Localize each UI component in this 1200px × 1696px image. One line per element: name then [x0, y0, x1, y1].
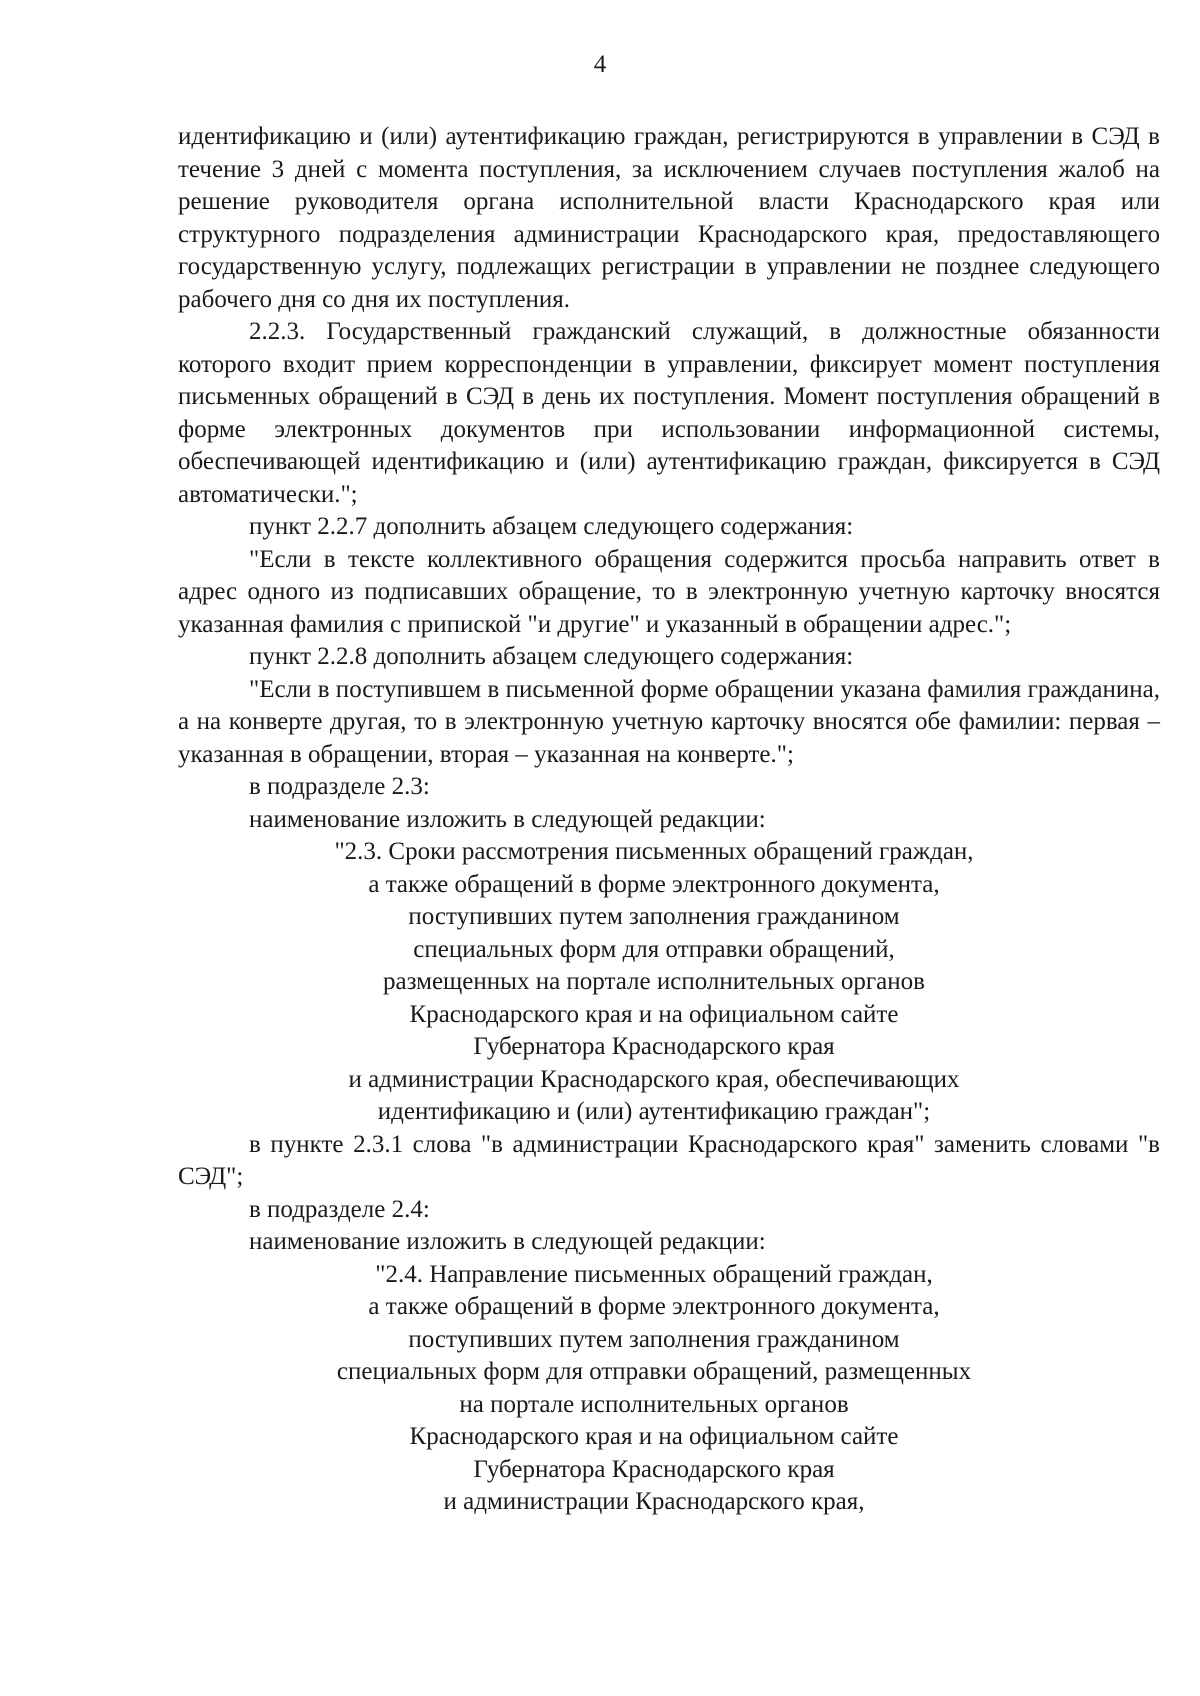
- paragraph-continuation: идентификацию и (или) аутентификацию граждан, регистрируются в управлении в СЭД в течение 3 дней с момента поступления, за исключением случаев поступления жалоб на решение руководителя органа исполнительной власти Краснодарского края или структурного подразделения администрации Краснодарского края, предоставляющего государственную услугу, подлежащих регистрации в управлении не позднее следующего рабочего дня со дня их поступления.: [178, 123, 1160, 313]
- heading-2-3-line: "2.3. Сроки рассмотрения письменных обращений граждан,: [334, 838, 974, 865]
- paragraph-2-3-1: в пункте 2.3.1 слова "в администрации Краснодарского края" заменить словами "в СЭД";: [178, 1130, 1160, 1190]
- heading-2-4-line: Краснодарского края и на официальном сайте: [409, 1423, 899, 1450]
- heading-2-4: [178, 1259, 1160, 1519]
- heading-2-3-line: поступивших путем заполнения гражданином: [408, 903, 900, 930]
- paragraph-subsection-2-3: в подразделе 2.3:: [249, 773, 430, 800]
- paragraph-title-change-2-3: наименование изложить в следующей редакции:: [249, 805, 766, 833]
- paragraph-quote-2-2-7: "Если в тексте коллективного обращения содержится просьба направить ответ в адрес одного из подписавших обращение, то в электронную учетную карточку вносятся указанная фамилия с припиской "и другие" и указанный в обращении адрес.";: [178, 545, 1160, 638]
- heading-2-3-line: а также обращений в форме электронного документа,: [368, 870, 940, 898]
- heading-2-4-line: а также обращений в форме электронного документа,: [368, 1293, 940, 1320]
- heading-2-4-line: специальных форм для отправки обращений, размещенных: [336, 1358, 972, 1385]
- paragraph-title-change-2-4: наименование изложить в следующей редакции:: [249, 1228, 766, 1255]
- paragraph-quote-2-2-8: "Если в поступившем в письменной форме обращении указана фамилия гражданина, а на конверте другая, то в электронную учетную карточку вносятся обе фамилии: первая – указанная в обращении, вторая – указанная на конверте.";: [178, 675, 1160, 768]
- paragraph-subsection-2-4: в подразделе 2.4:: [249, 1195, 430, 1223]
- page-number: 4: [593, 51, 607, 78]
- document-body: [178, 121, 1160, 1519]
- heading-2-3-line: Краснодарского края и на официальном сайте: [409, 1000, 899, 1028]
- paragraph-amend-2-2-8: пункт 2.2.8 дополнить абзацем следующего содержания:: [249, 643, 854, 670]
- heading-2-3-line: идентификацию и (или) аутентификацию граждан";: [377, 1098, 931, 1125]
- heading-2-4-line: и администрации Краснодарского края,: [443, 1488, 865, 1515]
- heading-2-3-line: и администрации Краснодарского края, обеспечивающих: [348, 1065, 960, 1093]
- paragraph-2-2-3: 2.2.3. Государственный гражданский служащий, в должностные обязанности которого входит прием корреспонденции в управлении, фиксирует момент поступления письменных обращений в СЭД в день их поступления. Момент поступления обращений в форме электронных документов при использовании информационной системы, обеспечивающей идентификацию и (или) аутентификацию граждан, фиксируется в СЭД автоматически.";: [178, 318, 1160, 508]
- heading-2-4-line: Губернатора Краснодарского края: [473, 1455, 835, 1483]
- paragraph-amend-2-2-7: пункт 2.2.7 дополнить абзацем следующего содержания:: [249, 513, 854, 540]
- heading-2-3-line: размещенных на портале исполнительных органов: [383, 968, 925, 995]
- heading-2-3-line: Губернатора Краснодарского края: [473, 1033, 835, 1060]
- heading-2-3: [178, 836, 1160, 1129]
- heading-2-4-line: "2.4. Направление письменных обращений граждан,: [375, 1260, 933, 1288]
- heading-2-4-line: на портале исполнительных органов: [459, 1390, 849, 1418]
- heading-2-4-line: поступивших путем заполнения гражданином: [408, 1325, 900, 1353]
- heading-2-3-line: специальных форм для отправки обращений,: [413, 935, 895, 963]
